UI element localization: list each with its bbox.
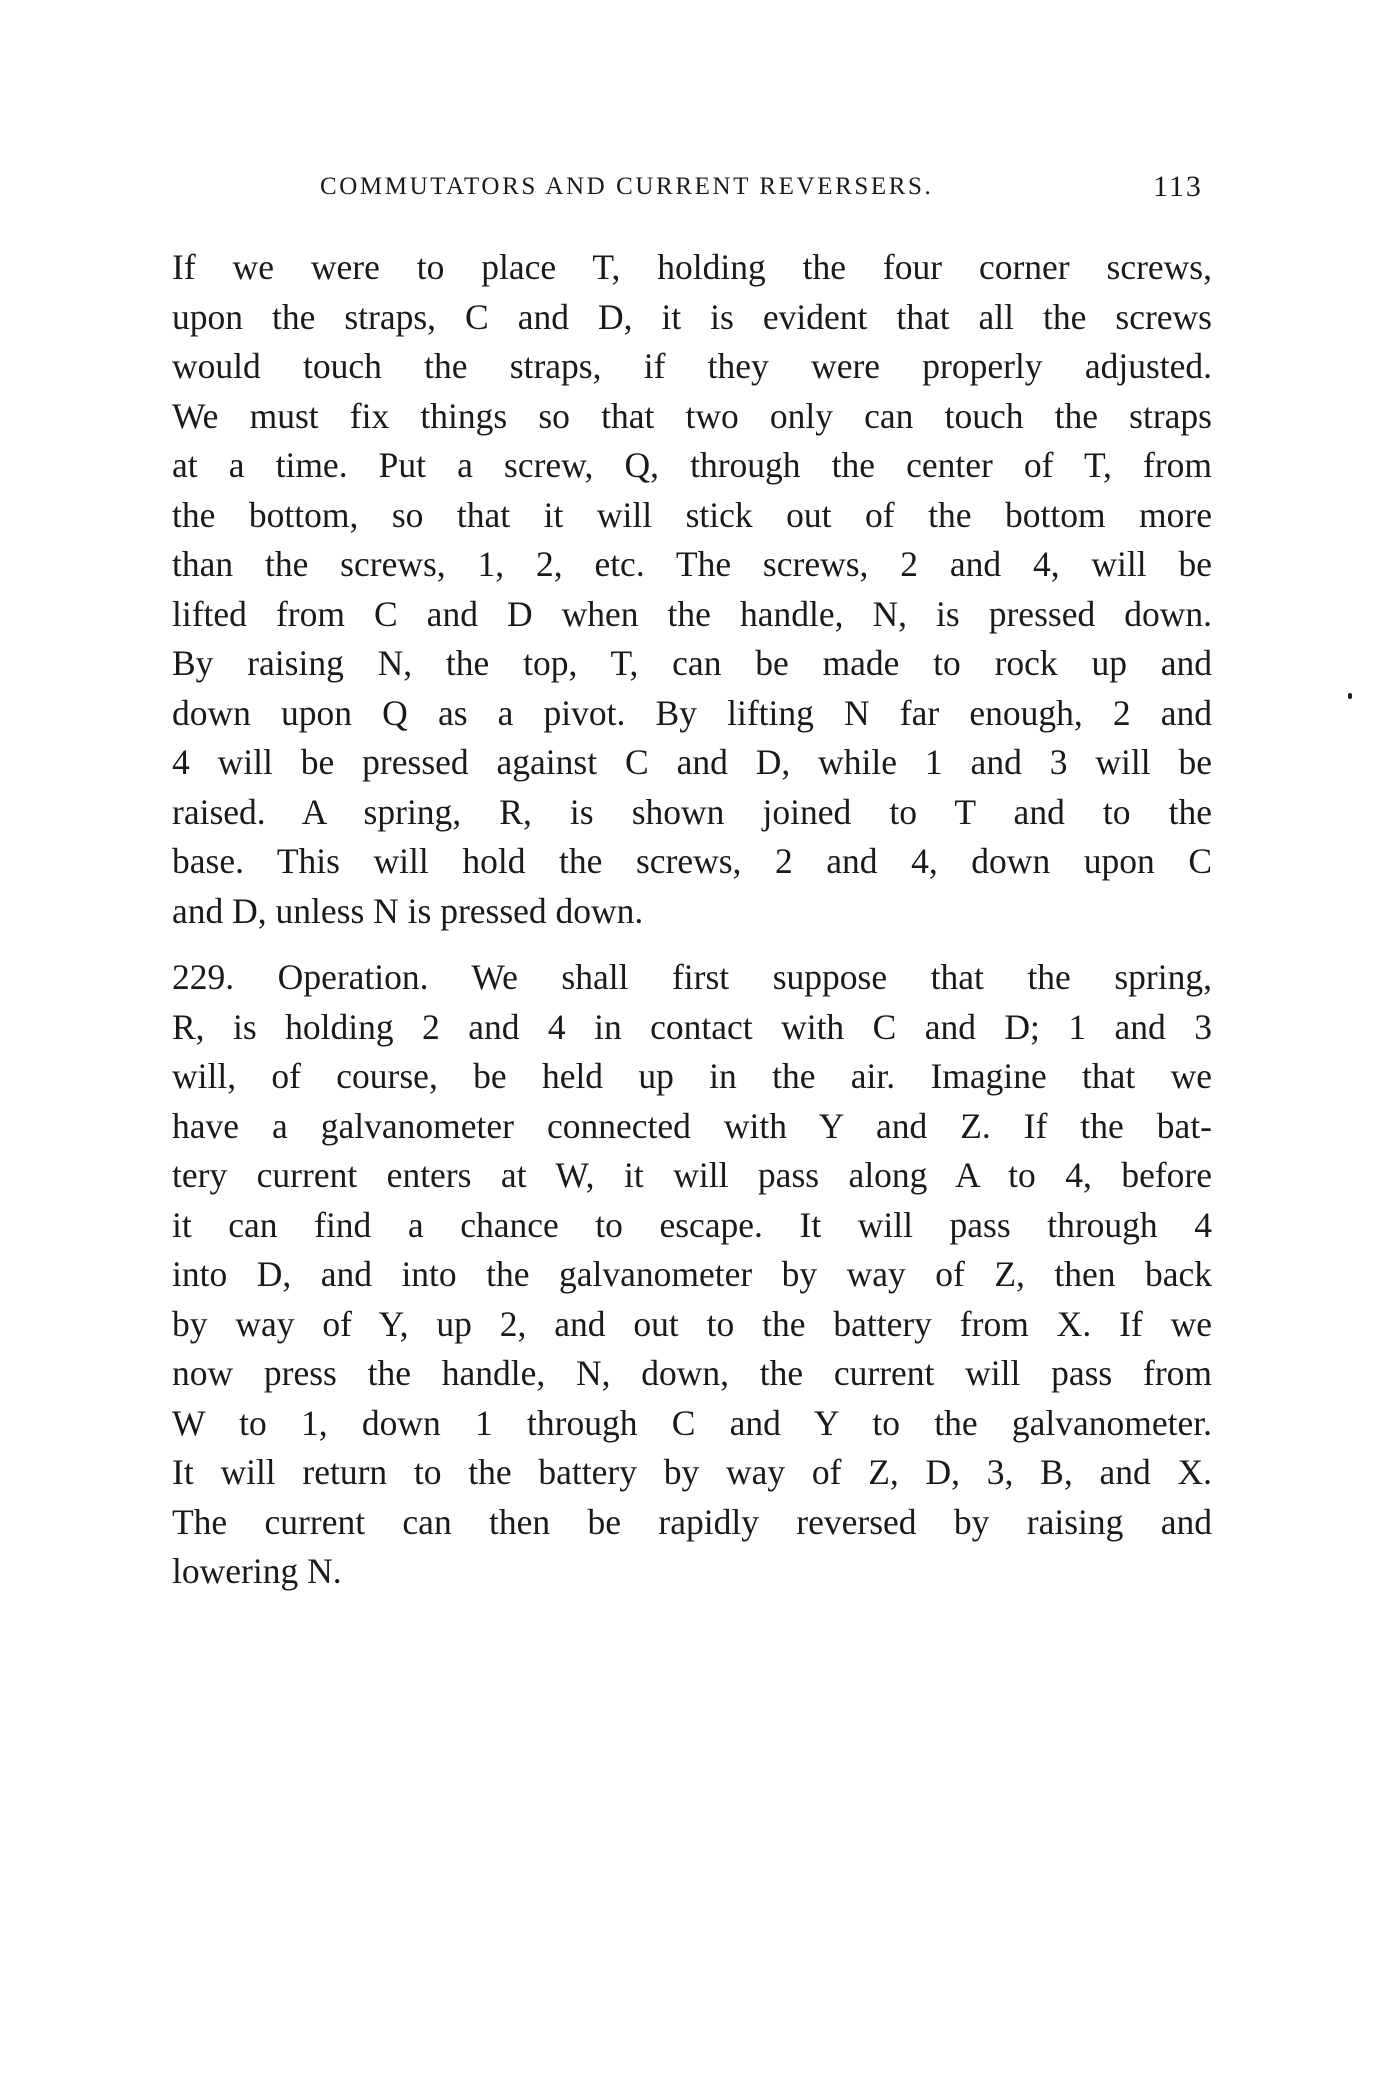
text-line: and D, unless N is pressed down. [172,890,644,931]
text-line: it can find a chance to escape. It will pass through 4 [172,1204,1212,1245]
text-line: We must fix things so that two only can touch the straps [172,395,1212,436]
text-line: than the screws, 1, 2, etc. The screws, 2 and 4, will be [172,544,1212,584]
text-line: by way of Y, up 2, and out to the battery from X. If we [172,1303,1212,1344]
text-line: lowering N. [172,1551,342,1591]
page-number: 113 [1153,170,1203,203]
text-line: into D, and into the galvanometer by way of Z, then back [172,1254,1212,1294]
text-line: base. This will hold the screws, 2 and 4, down upon C [172,841,1212,881]
text-line: have a galvanometer connected with Y and Z. If the bat- [172,1105,1212,1146]
ink-speck [1348,693,1352,699]
running-head: COMMUTATORS AND CURRENT REVERSERS. [320,173,934,200]
text-line: W to 1, down 1 through C and Y to the galvanometer. [172,1402,1212,1443]
text-line: would touch the straps, if they were properly adjusted. [172,346,1212,386]
text-line: at a time. Put a screw, Q, through the center of T, from [172,445,1212,485]
paragraph-2 [172,953,1212,1597]
paragraph-1 [172,243,1212,936]
text-line: The current can then be rapidly reversed by raising and [172,1501,1212,1542]
text-line: 229. Operation. We shall first suppose that the spring, [172,957,1212,997]
text-line: will, of course, be held up in the air. Imagine that we [172,1056,1212,1096]
text-line: lifted from C and D when the handle, N, is pressed down. [172,593,1212,634]
paragraph-gap [172,936,1212,953]
text-line: By raising N, the top, T, can be made to rock up and [172,643,1212,683]
text-line: the bottom, so that it will stick out of the bottom more [172,494,1212,535]
text-line: If we were to place T, holding the four corner screws, [172,247,1212,287]
text-line: 4 will be pressed against C and D, while 1 and 3 will be [172,742,1212,782]
text-line: It will return to the battery by way of Z, D, 3, B, and X. [172,1452,1212,1492]
text-line: down upon Q as a pivot. By lifting N far enough, 2 and [172,692,1212,733]
body-text [172,243,1212,1597]
text-line: tery current enters at W, it will pass along A to 4, before [172,1155,1212,1195]
text-line: upon the straps, C and D, it is evident that all the screws [172,296,1212,337]
text-line: R, is holding 2 and 4 in contact with C and D; 1 and 3 [172,1006,1212,1047]
text-line: raised. A spring, R, is shown joined to T and to the [172,791,1212,832]
text-line: now press the handle, N, down, the current will pass from [172,1353,1212,1393]
